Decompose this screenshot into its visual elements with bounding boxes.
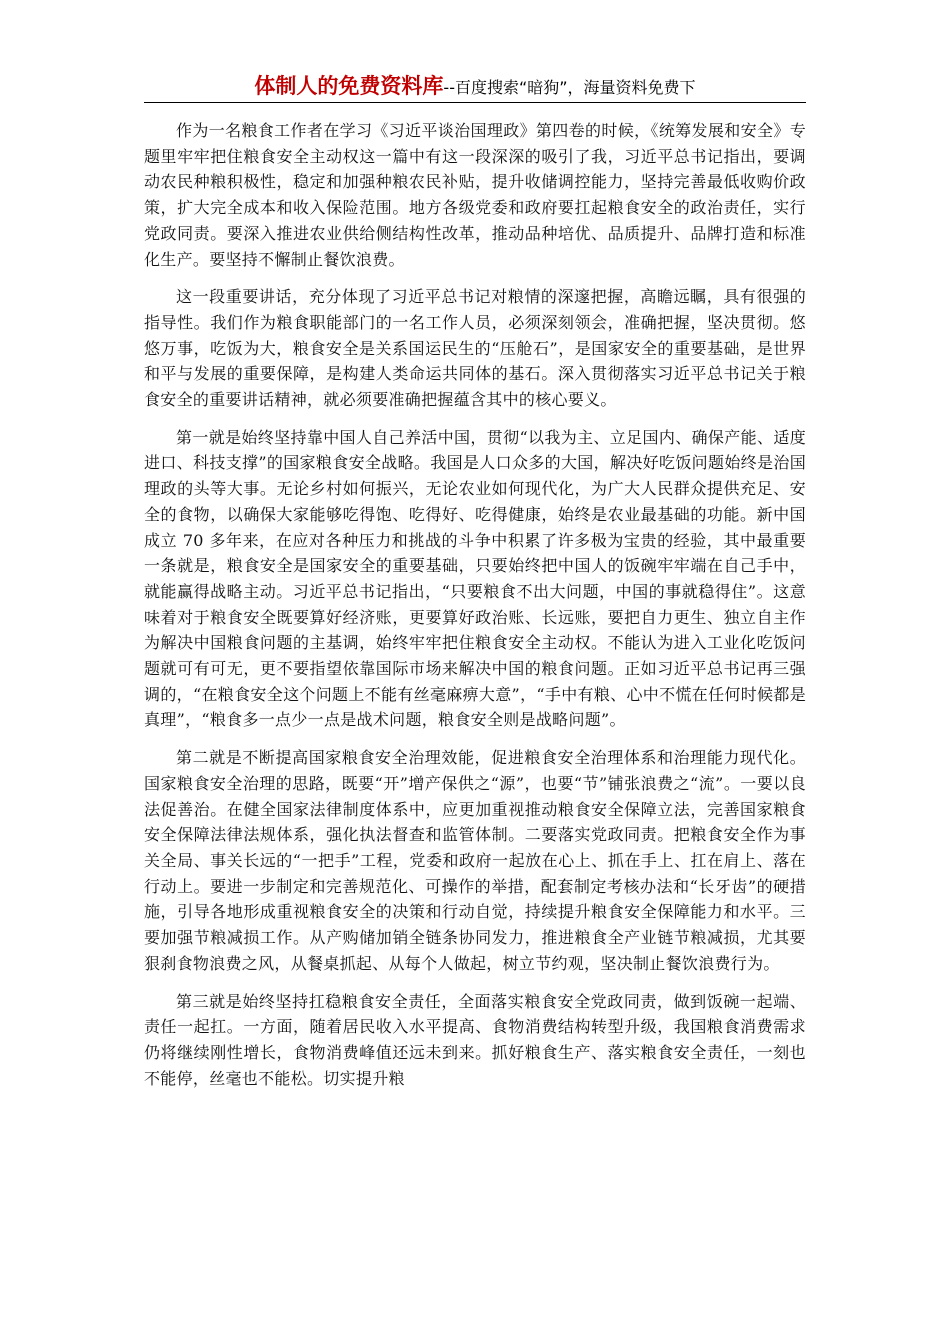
article-body [144, 118, 806, 1103]
paragraph-3: 第一就是始终坚持靠中国人自己养活中国，贯彻“以我为主、立足国内、确保产能、适度进口、科技支撑”的国家粮食安全战略。我国是人口众多的大国，解决好吃饭问题始终是治国理政的头等大事。无论乡村如何振兴，无论农业如何现代化，为广大人民群众提供充足、安全的食物，以确保大家能够吃得饱、吃得好、吃得健康，始终是农业最基础的功能。新中国成立 70 多年来，在应对各种压力和挑战的斗争中积累了许多极为宝贵的经验，其中最重要一条就是，粮食安全是国家安全的重要基础，只要始终把中国人的饭碗牢牢端在自己手中，就能赢得战略主动。习近平总书记指出，“只要粮食不出大问题，中国的事就稳得住”。这意味着对于粮食安全既要算好经济账，更要算好政治账、长远账，要把自力更生、独立自主作为解决中国粮食问题的主基调，始终牢牢把住粮食安全主动权。不能认为进入工业化吃饭问题就可有可无，更不要指望依靠国际市场来解决中国的粮食问题。正如习近平总书记再三强调的，“在粮食安全这个问题上不能有丝毫麻痹大意”，“手中有粮、心中不慌在任何时候都是真理”，“粮食多一点少一点是战术问题，粮食安全则是战略问题”。 [144, 427, 806, 730]
paragraph-1: 作为一名粮食工作者在学习《习近平谈治国理政》第四卷的时候，《统筹发展和安全》专题里牢牢把住粮食安全主动权这一篇中有这一段深深的吸引了我，习近平总书记指出，要调动农民种粮积极性，稳定和加强种粮农民补贴，提升收储调控能力，坚持完善最低收购价政策，扩大完全成本和收入保险范围。地方各级党委和政府要扛起粮食安全的政治责任，实行党政同责。要深入推进农业供给侧结构性改革，推动品种培优、品质提升、品牌打造和标准化生产。要坚持不懈制止餐饮浪费。 [144, 121, 806, 269]
page-header [144, 70, 806, 100]
header-divider [144, 102, 806, 103]
header-brand-text: 体制人的免费资料库 [254, 74, 444, 98]
paragraph-2: 这一段重要讲话，充分体现了习近平总书记对粮情的深邃把握，高瞻远瞩，具有很强的指导性。我们作为粮食职能部门的一名工作人员，必须深刻领会，准确把握，坚决贯彻。悠悠万事，吃饭为大，粮食安全是关系国运民生的“压舱石”，是国家安全的重要基础，是世界和平与发展的重要保障，是构建人类命运共同体的基石。深入贯彻落实习近平总书记关于粮食安全的重要讲话精神，就必须要准确把握蕴含其中的核心要义。 [144, 287, 806, 410]
header-tagline-text: --百度搜索“暗狗”，海量资料免费下 [443, 78, 696, 97]
paragraph-5: 第三就是始终坚持扛稳粮食安全责任，全面落实粮食安全党政同责，做到饭碗一起端、责任一起扛。一方面，随着居民收入水平提高、食物消费结构转型升级，我国粮食消费需求仍将继续刚性增长，食物消费峰值还远未到来。抓好粮食生产、落实粮食安全责任，一刻也不能停，丝毫也不能松。切实提升粮 [144, 991, 806, 1088]
paragraph-4: 第二就是不断提高国家粮食安全治理效能，促进粮食安全治理体系和治理能力现代化。国家粮食安全治理的思路，既要“开”增产保供之“源”，也要“节”铺张浪费之“流”。一要以良法促善治。在健全国家法律制度体系中，应更加重视推动粮食安全保障立法，完善国家粮食安全保障法律法规体系，强化执法督查和监管体制。二要落实党政同责。把粮食安全作为事关全局、事关长远的“一把手”工程，党委和政府一起放在心上、抓在手上、扛在肩上、落在行动上。要进一步制定和完善规范化、可操作的举措，配套制定考核办法和“长牙齿”的硬措施，引导各地形成重视粮食安全的决策和行动自觉，持续提升粮食安全保障能力和水平。三要加强节粮减损工作。从产购储加销全链条协同发力，推进粮食全产业链节粮减损，尤其要狠刹食物浪费之风，从餐桌抓起、从每个人做起，树立节约观，坚决制止餐饮浪费行为。 [144, 748, 806, 973]
